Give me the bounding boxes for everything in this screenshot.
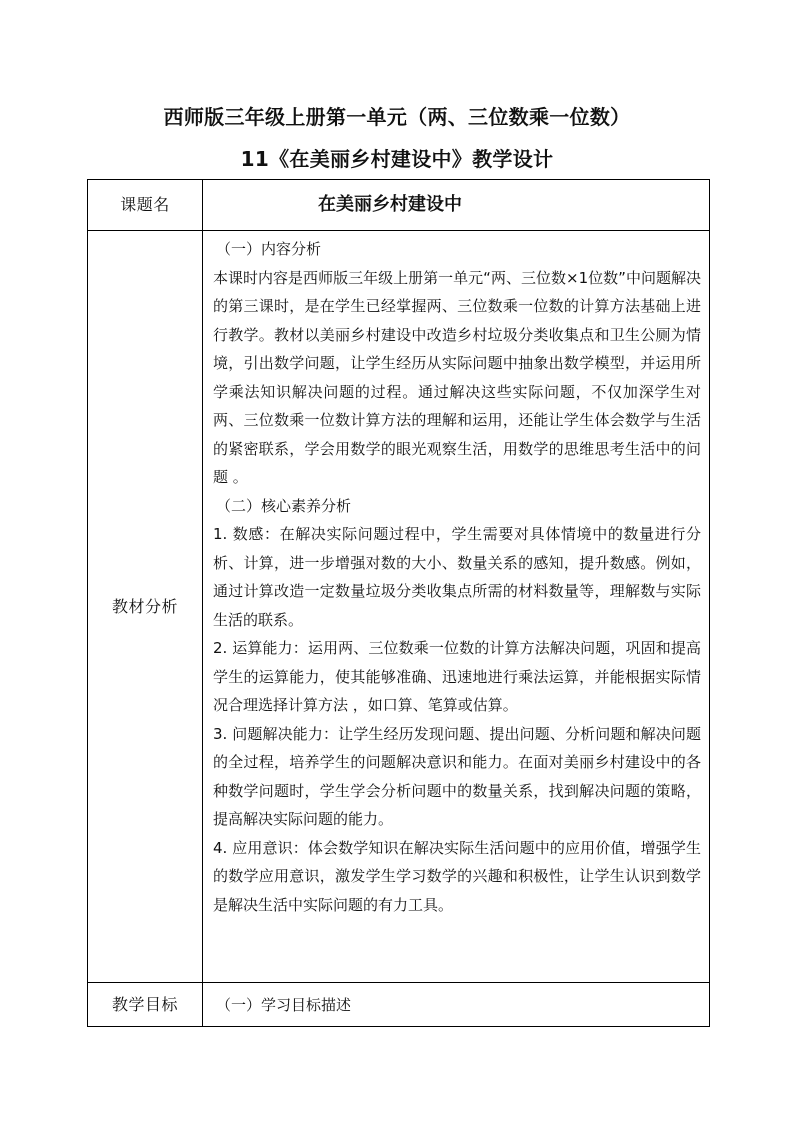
content-analysis-heading: （一）内容分析 <box>216 240 322 258</box>
core-literacy-item-computation-ability: 2. 运算能力：运用两、三位数乘一位数的计算方法解决问题，巩固和提高学生的运算能力，使其能够准确、迅速地进行乘法运算，并能根据实际情况合理选择计算方法 ，如口算、笔算或估算。 <box>213 639 701 714</box>
teaching-goals-row <box>88 983 710 1027</box>
lesson-name-value: 在美丽乡村建设中 <box>203 180 710 231</box>
core-literacy-heading: （二）核心素养分析 <box>216 496 352 515</box>
textbook-analysis-row <box>88 231 710 983</box>
document-title-line-2: 11《在美丽乡村建设中》教学设计 <box>240 147 554 171</box>
textbook-analysis-content <box>203 231 710 983</box>
core-literacy-item-number-sense: 1. 数感：在解决实际问题过程中，学生需要对具体情境中的数量进行分析、计算，进一步增强对数的大小、数量关系的感知，提升数感。例如，通过计算改造一定数量垃圾分类收集点所需的材料数量等，理解数与实际生活的联系。 <box>213 525 701 629</box>
teaching-goals-label: 教学目标 <box>88 983 203 1027</box>
document-title-line-1: 西师版三年级上册第一单元（两、三位数乘一位数） <box>163 105 631 129</box>
lesson-design-table <box>87 179 710 1027</box>
core-literacy-item-application-awareness: 4. 应用意识：体会数学知识在解决实际生活问题中的应用价值，增强学生的数学应用意识，激发学生学习数学的兴趣和积极性，让学生认识到数学是解决生活中实际问题的有力工具。 <box>213 838 701 914</box>
textbook-analysis-label: 教材分析 <box>88 231 203 983</box>
content-analysis-paragraph: 本课时内容是西师版三年级上册第一单元“两、三位数×1位数”中问题解决的第三课时，是在学生已经掌握两、三位数乘一位数的计算方法基础上进行教学。教材以美丽乡村建设中改造乡村垃圾分类收集点和卫生公厕为情境，引出数学问题，让学生经历从实际问题中抽象出数学模型，并运用所学乘法知识解决问题的过程。通过解决这些实际问题，不仅加深学生对两、三位数乘一位数计算方法的理解和运用，还能让学生体会数学与生活的紧密联系，学会用数学的眼光观察生活，用数学的思维思考生活中的问题 。 <box>213 268 701 486</box>
core-literacy-item-problem-solving: 3. 问题解决能力：让学生经历发现问题、提出问题、分析问题和解决问题的全过程，培养学生的问题解决意识和能力。在面对美丽乡村建设中的各种数学问题时，学生学会分析问题中的数量关系，找到解决问题的策略，提高解决实际问题的能力。 <box>213 724 701 828</box>
lesson-name-row <box>88 180 710 231</box>
lesson-name-label: 课题名 <box>88 180 203 231</box>
learning-goal-description: （一）学习目标描述 <box>203 983 710 1027</box>
